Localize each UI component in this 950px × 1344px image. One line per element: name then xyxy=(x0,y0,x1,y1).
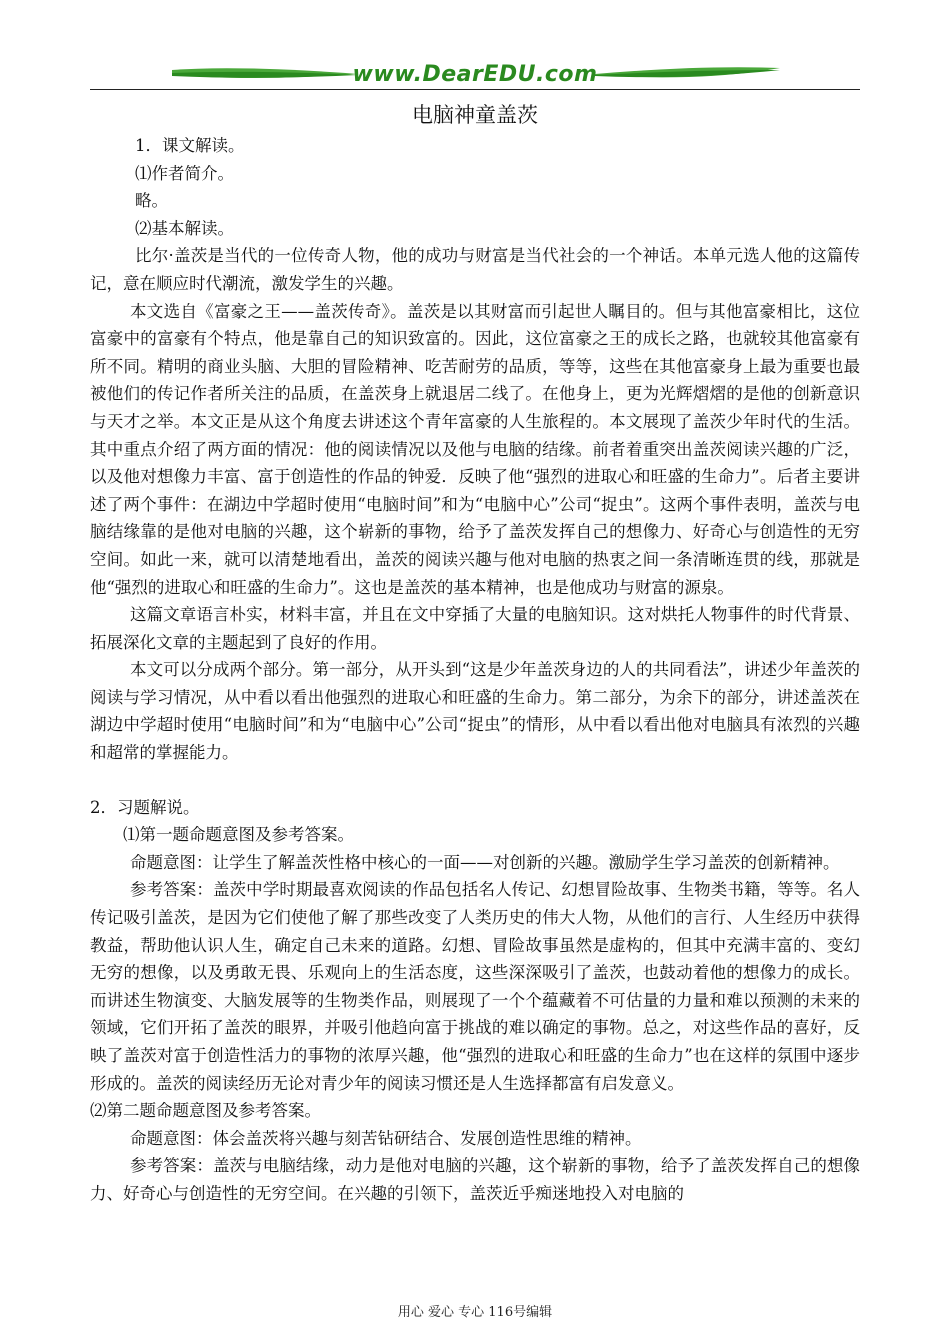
paragraph: 本文选自《富豪之王——盖茨传奇》。盖茨是以其财富而引起世人瞩目的。但与其他富豪相比，这位富豪中的富豪有个特点，他是靠自己的知识致富的。因此，这位富豪之王的成长之路，也就较其他富豪有所不同。精明的商业头脑、大胆的冒险精神、吃苦耐劳的品质，等等，这些在其他富豪身上最为重要也最被他们的传记作者所关注的品质，在盖茨身上就退居二线了。在他身上，更为光辉熠熠的是他的创新意识与天才之举。本文正是从这个角度去讲述这个青年富豪的人生旅程的。本文展现了盖茨少年时代的生活。其中重点介绍了两方面的情况：他的阅读情况以及他与电脑的结缘。前者着重突出盖茨阅读兴趣的广泛，以及他对想像力丰富、富于创造性的作品的钟爱．反映了他“强烈的进取心和旺盛的生命力”。后者主要讲述了两个事件：在湖边中学超时使用“电脑时间”和为“电脑中心”公司“捉虫”。这两个事件表明，盖茨与电脑结缘靠的是他对电脑的兴趣，这个崭新的事物，给予了盖茨发挥自己的想像力、好奇心与创造性的无穷空间。如此一来，就可以清楚地看出，盖茨的阅读兴趣与他对电脑的热衷之间一条清晰连贯的线，那就是他“强烈的进取心和旺盛的生命力”。这也是盖茨的基本精神，也是他成功与财富的源泉。 xyxy=(90,301,860,597)
subsection-heading: ⑵第二题命题意图及参考答案。 xyxy=(90,1101,321,1121)
site-logo-text: www.DearEDU.com xyxy=(352,62,598,87)
subsection-heading: ⑴作者简介。 xyxy=(135,163,234,183)
subsection-heading: ⑵基本解读。 xyxy=(135,218,234,238)
blank-line xyxy=(90,767,860,794)
subsection-heading: ⑴第一题命题意图及参考答案。 xyxy=(123,825,354,845)
paragraph: 比尔·盖茨是当代的一位传奇人物，他的成功与财富是当代社会的一个神话。本单元选人他的这篇传记，意在顺应时代潮流，激发学生的兴趣。 xyxy=(90,246,860,293)
page-footer: 用心 爱心 专心 116号编辑 xyxy=(397,1305,553,1320)
paragraph: 命题意图：让学生了解盖茨性格中核心的一面——对创新的兴趣。激励学生学习盖茨的创新精神。 xyxy=(130,852,840,872)
paragraph: 参考答案：盖茨与电脑结缘，动力是他对电脑的兴趣，这个崭新的事物，给予了盖茨发挥自己的想像力、好奇心与创造性的无穷空间。在兴趣的引领下，盖茨近乎痴迷地投入对电脑的 xyxy=(90,1156,860,1203)
section-heading: 1．课文解读。 xyxy=(135,136,245,155)
paragraph: 这篇文章语言朴实，材料丰富，并且在文中穿插了大量的电脑知识。这对烘托人物事件的时代背景、拓展深化文章的主题起到了良好的作用。 xyxy=(90,605,860,652)
document-body xyxy=(90,100,860,1208)
page-title: 电脑神童盖茨 xyxy=(412,103,538,127)
paragraph: 参考答案：盖茨中学时期最喜欢阅读的作品包括名人传记、幻想冒险故事、生物类书籍，等等。名人传记吸引盖茨，是因为它们使他了解了那些改变了人类历史的伟大人物，从他们的言行、人生经历中获得教益，帮助他认识人生，确定自己未来的道路。幻想、冒险故事虽然是虚构的，但其中充满丰富的、变幻无穷的想像，以及勇敢无畏、乐观向上的生活态度，这些深深吸引了盖茨，也鼓动着他的想像力的成长。而讲述生物演变、大脑发展等的生物类作品，则展现了一个个蕴藏着不可估量的力量和难以预测的未来的领域，它们开拓了盖茨的眼界，并吸引他趋向富于挑战的难以确定的事物。总之，对这些作品的喜好，反映了盖茨对富于创造性活力的事物的浓厚兴趣，他“强烈的进取心和旺盛的生命力”也在这样的氛围中逐步形成的。盖茨的阅读经历无论对青少年的阅读习惯还是人生选择都富有启发意义。 xyxy=(90,880,860,1093)
header-rule xyxy=(90,89,860,90)
paragraph: 本文可以分成两个部分。第一部分，从开头到“这是少年盖茨身边的人的共同看法”，讲述少年盖茨的阅读与学习情况，从中看以看出他强烈的进取心和旺盛的生命力。第二部分，为余下的部分，讲述盖茨在湖边中学超时使用“电脑时间”和为“电脑中心”公司“捉虫”的情形，从中看以看出他对电脑具有浓烈的兴趣和超常的掌握能力。 xyxy=(90,660,860,763)
paragraph: 命题意图：体会盖茨将兴趣与刻苦钻研结合、发展创造性思维的精神。 xyxy=(130,1128,642,1148)
section-heading: 2．习题解说。 xyxy=(90,797,200,817)
paragraph: 略。 xyxy=(135,191,168,211)
site-header-banner xyxy=(90,58,860,90)
